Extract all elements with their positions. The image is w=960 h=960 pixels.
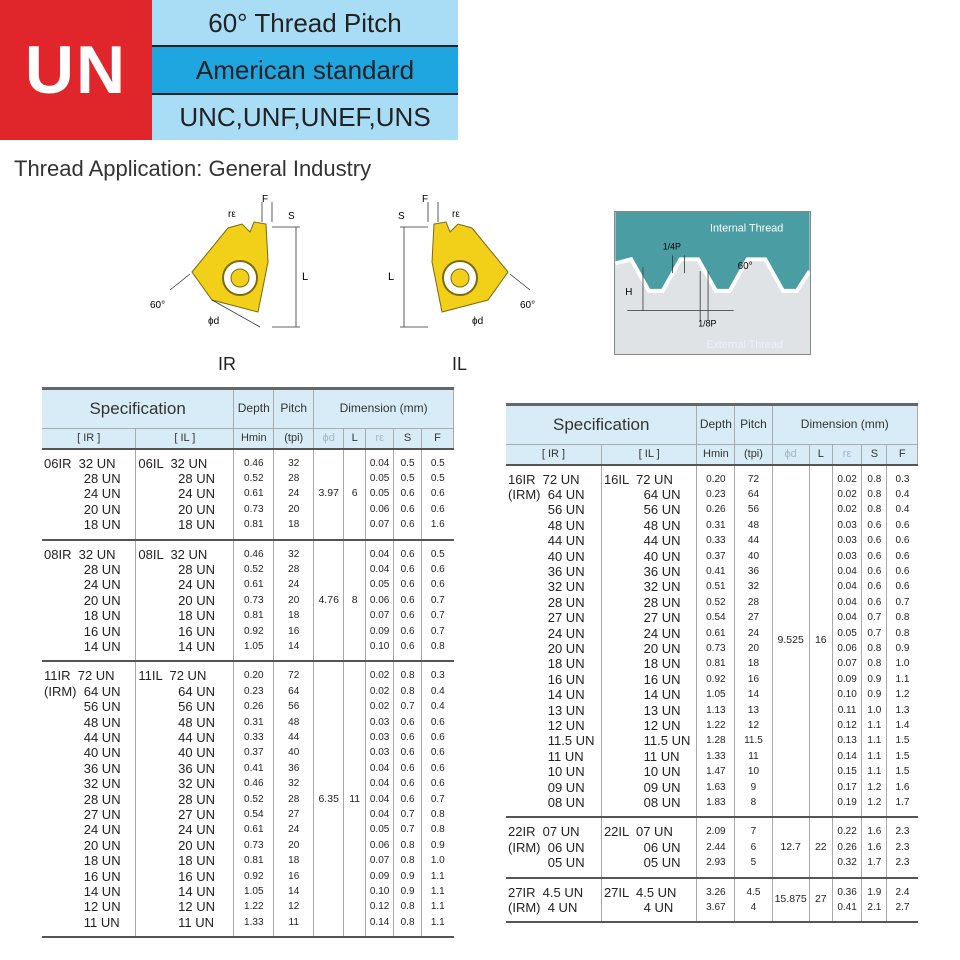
eighth-pitch-label: 1/8P [698, 318, 717, 329]
d-cell: 15.875 [772, 878, 809, 923]
application-title: Thread Application: General Industry [14, 156, 372, 181]
re-cell: 0.04 0.05 0.05 0.06 0.07 [366, 449, 394, 540]
d-cell: 12.7 [772, 817, 809, 877]
s-cell: 0.8 0.8 0.8 0.6 0.6 0.6 0.6 0.6 0.6 0.7 0.7 0.8 0.8 0.9 0.9 1.0 1.1 1.1 1.1 1.1 1.2 1.2 [862, 465, 887, 818]
il-col-header: [ IL ] [601, 445, 696, 465]
d-col-header: ϕd [772, 445, 809, 465]
ir-l-label: L [302, 271, 309, 283]
l-cell: 8 [344, 540, 366, 662]
ir-cell: 06IR 32 UN 28 UN 24 UN 20 UN 18 UN [42, 449, 136, 540]
spec-header: Specification [42, 389, 234, 429]
tpi-col-header: (tpi) [274, 429, 314, 449]
f-col-header: F [422, 429, 454, 449]
il-f-label: F [422, 194, 429, 205]
ir-label: IR [218, 354, 236, 374]
il-cell: 22IL 07 UN 06 UN 05 UN [601, 817, 696, 877]
tpi-col-header: (tpi) [735, 445, 772, 465]
dimension-header: Dimension (mm) [772, 405, 917, 445]
ir-cell: 16IR 72 UN (IRM) 64 UN 56 UN 48 UN 44 UN 40 UN 36 UN 32 UN 28 UN 27 UN 24 UN 20 UN 18 UN 16 UN 14 UN 13 UN 12 UN 11.5 UN 11 UN 10 UN 09 UN 08 UN [506, 465, 601, 818]
tpi-cell: 4.5 4 [735, 878, 772, 923]
il-angle-label: 60° [520, 300, 536, 311]
il-label: IL [452, 354, 468, 374]
d-cell: 6.35 [314, 661, 344, 937]
ir-s-label: S [288, 211, 295, 222]
il-s-label: S [398, 211, 405, 222]
il-l-label: L [388, 271, 395, 283]
f-cell: 0.5 0.5 0.6 0.6 1.6 [422, 449, 454, 540]
s-col-header: S [862, 445, 887, 465]
thread-pitch-title: 60° Thread Pitch [152, 0, 458, 46]
ir-f-label: F [262, 194, 269, 205]
un-badge: UN [0, 0, 152, 140]
ir-insert-drawing [150, 192, 320, 342]
pitch-header: Pitch [274, 389, 314, 429]
quarter-pitch-label: 1/4P [662, 241, 681, 252]
hmin-col-header: Hmin [234, 429, 274, 449]
l-cell: 27 [809, 878, 832, 923]
tpi-cell: 7 6 5 [735, 817, 772, 877]
ir-col-header: [ IR ] [42, 429, 136, 449]
table-row-22 [506, 817, 918, 877]
spec-header: Specification [506, 405, 697, 445]
tpi-cell: 72 64 56 48 44 40 36 32 28 27 24 20 18 16 14 13 12 11.5 11 10 9 8 [735, 465, 772, 818]
il-cell: 08IL 32 UN 28 UN 24 UN 20 UN 18 UN 16 UN 14 UN [136, 540, 234, 662]
internal-thread-label: Internal Thread [710, 222, 784, 235]
header-divider [152, 45, 458, 47]
f-cell: 0.3 0.4 0.4 0.6 0.6 0.6 0.6 0.6 0.7 0.8 0.8 0.9 1.0 1.1 1.1 1.1 1.1 [422, 661, 454, 937]
hmin-cell: 0.20 0.23 0.26 0.31 0.33 0.37 0.41 0.51 0.52 0.54 0.61 0.73 0.81 0.92 1.05 1.13 1.22 1.28 1.33 1.47 1.63 1.83 [697, 465, 735, 818]
re-cell: 0.22 0.26 0.32 [832, 817, 861, 877]
tpi-cell: 32 28 24 20 18 16 14 [274, 540, 314, 662]
left-spec-table [42, 387, 454, 938]
s-cell: 1.9 2.1 [862, 878, 887, 923]
hmin-cell: 0.20 0.23 0.26 0.31 0.33 0.37 0.41 0.46 0.52 0.54 0.61 0.73 0.81 0.92 1.05 1.22 1.33 [234, 661, 274, 937]
angle-label: 60° [737, 261, 753, 273]
l-col-header: L [809, 445, 832, 465]
table-row-06 [42, 449, 454, 540]
il-re-label: rε [452, 209, 460, 220]
d-cell: 9.525 [772, 465, 809, 818]
ir-d-label: ϕd [208, 316, 220, 327]
re-cell: 0.02 0.02 0.02 0.03 0.03 0.03 0.04 0.04 0.04 0.04 0.05 0.06 0.07 0.09 0.10 0.12 0.14 [366, 661, 394, 937]
external-thread-label: External Thread [706, 339, 783, 352]
hmin-cell: 0.46 0.52 0.61 0.73 0.81 0.92 1.05 [234, 540, 274, 662]
s-cell: 0.8 0.8 0.7 0.6 0.6 0.6 0.6 0.6 0.6 0.7 0.7 0.8 0.8 0.9 0.9 0.8 0.8 [394, 661, 422, 937]
table-row-08 [42, 540, 454, 662]
s-cell: 0.6 0.6 0.6 0.6 0.6 0.6 0.6 [394, 540, 422, 662]
il-col-header: [ IL ] [136, 429, 234, 449]
d-cell: 4.76 [314, 540, 344, 662]
table-row-16 [506, 465, 918, 818]
depth-header: Depth [697, 405, 735, 445]
table-row-11 [42, 661, 454, 937]
tpi-cell: 72 64 56 48 44 40 36 32 28 27 24 20 18 16 14 12 11 [274, 661, 314, 937]
f-cell: 0.5 0.6 0.6 0.7 0.7 0.7 0.8 [422, 540, 454, 662]
ir-cell: 27IR 4.5 UN (IRM) 4 UN [506, 878, 601, 923]
pitch-header: Pitch [735, 405, 772, 445]
ir-col-header: [ IR ] [506, 445, 601, 465]
ir-cell: 22IR 07 UN (IRM) 06 UN 05 UN [506, 817, 601, 877]
d-cell: 3.97 [314, 449, 344, 540]
depth-header: Depth [234, 389, 274, 429]
right-spec-table [506, 403, 918, 923]
f-col-header: F [887, 445, 918, 465]
hmin-cell: 3.26 3.67 [697, 878, 735, 923]
thread-profile-diagram [614, 211, 811, 355]
re-cell: 0.02 0.02 0.02 0.03 0.03 0.03 0.04 0.04 0.04 0.04 0.05 0.06 0.07 0.09 0.10 0.11 0.12 0.13 0.14 0.15 0.17 0.19 [832, 465, 861, 818]
il-cell: 27IL 4.5 UN 4 UN [601, 878, 696, 923]
f-cell: 2.3 2.3 2.3 [887, 817, 918, 877]
l-col-header: L [344, 429, 366, 449]
f-cell: 0.3 0.4 0.4 0.6 0.6 0.6 0.6 0.6 0.7 0.8 0.8 0.9 1.0 1.1 1.2 1.3 1.4 1.5 1.5 1.5 1.6 1.7 [887, 465, 918, 818]
il-cell: 16IL 72 UN 64 UN 56 UN 48 UN 44 UN 40 UN 36 UN 32 UN 28 UN 27 UN 24 UN 20 UN 18 UN 16 UN 14 UN 13 UN 12 UN 11.5 UN 11 UN 10 UN 09 UN 08 UN [601, 465, 696, 818]
s-cell: 1.6 1.6 1.7 [862, 817, 887, 877]
dimension-header: Dimension (mm) [314, 389, 454, 429]
l-cell: 22 [809, 817, 832, 877]
re-cell: 0.36 0.41 [832, 878, 861, 923]
ir-cell: 11IR 72 UN (IRM) 64 UN 56 UN 48 UN 44 UN 40 UN 36 UN 32 UN 28 UN 27 UN 24 UN 20 UN 18 UN 16 UN 14 UN 12 UN 11 UN [42, 661, 136, 937]
hmin-col-header: Hmin [697, 445, 735, 465]
s-cell: 0.5 0.5 0.6 0.6 0.6 [394, 449, 422, 540]
s-col-header: S [394, 429, 422, 449]
ir-cell: 08IR 32 UN 28 UN 24 UN 20 UN 18 UN 16 UN 14 UN [42, 540, 136, 662]
hmin-cell: 0.46 0.52 0.61 0.73 0.81 [234, 449, 274, 540]
l-cell: 16 [809, 465, 832, 818]
thread-series: UNC,UNF,UNEF,UNS [152, 94, 458, 140]
il-insert-drawing [380, 192, 550, 342]
il-cell: 11IL 72 UN 64 UN 56 UN 48 UN 44 UN 40 UN 36 UN 32 UN 28 UN 27 UN 24 UN 20 UN 18 UN 16 UN 14 UN 12 UN 11 UN [136, 661, 234, 937]
d-col-header: ϕd [314, 429, 344, 449]
re-cell: 0.04 0.04 0.05 0.06 0.07 0.09 0.10 [366, 540, 394, 662]
il-cell: 06IL 32 UN 28 UN 24 UN 20 UN 18 UN [136, 449, 234, 540]
h-label: H [625, 286, 633, 298]
ir-angle-label: 60° [150, 300, 166, 311]
l-cell: 6 [344, 449, 366, 540]
l-cell: 11 [344, 661, 366, 937]
re-col-header: rε [832, 445, 861, 465]
table-row-27 [506, 878, 918, 923]
standard-title: American standard [152, 46, 458, 94]
f-cell: 2.4 2.7 [887, 878, 918, 923]
ir-re-label: rε [228, 209, 236, 220]
tpi-cell: 32 28 24 20 18 [274, 449, 314, 540]
header-divider [152, 93, 458, 95]
re-col-header: rε [366, 429, 394, 449]
il-d-label: ϕd [472, 316, 484, 327]
hmin-cell: 2.09 2.44 2.93 [697, 817, 735, 877]
